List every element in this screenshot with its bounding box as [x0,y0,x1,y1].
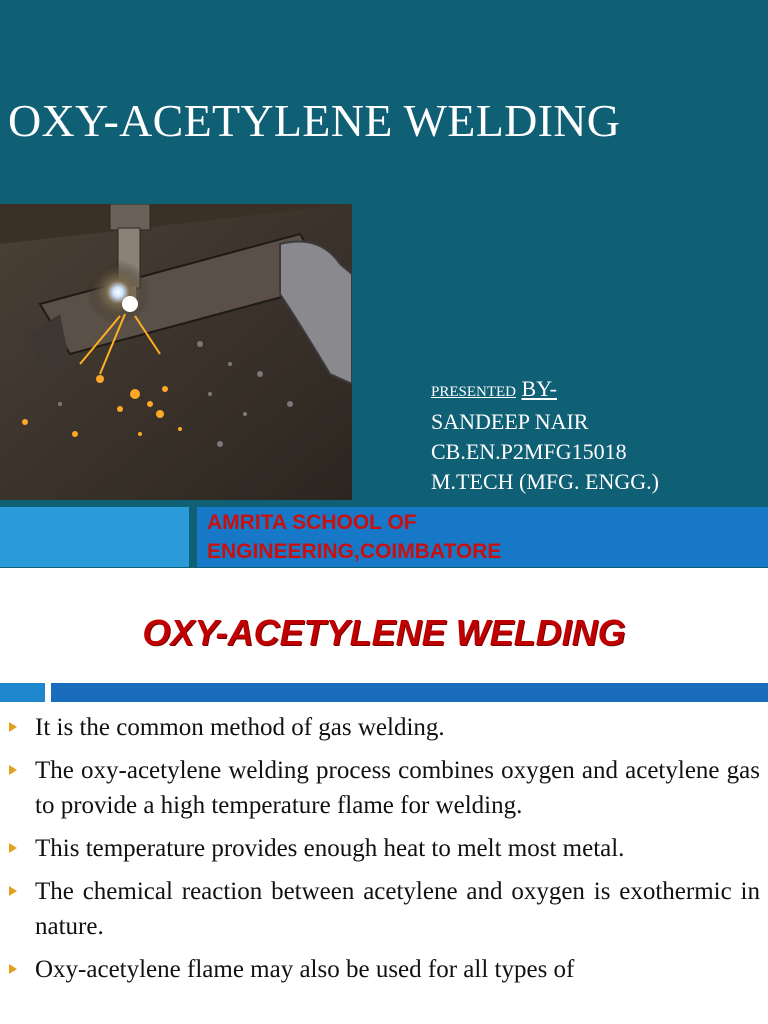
by-label: BY- [521,376,557,401]
footer-band-left [0,507,189,567]
bullet-text: The chemical reaction between acetylene and oxygen is exothermic in nature. [35,878,760,940]
bullet-text: It is the common method of gas welding. [35,714,445,741]
presenter-name: SANDEEP NAIR [431,409,589,434]
slide2-title: OXY-ACETYLENE WELDING [142,612,626,653]
title-rule-right [51,683,768,702]
bullet-item [0,874,768,944]
bullet-item [0,831,768,866]
presenter-block [431,374,659,497]
bullet-arrow-icon [9,964,17,974]
school-name [207,508,501,566]
bullet-item [0,952,768,987]
title-rule-left [0,683,45,702]
school-name-line2: ENGINEERING,COIMBATORE [207,540,502,563]
presented-label: PRESENTED [431,384,517,400]
bullet-arrow-icon [9,765,17,775]
slide-title: OXY-ACETYLENE WELDING [8,95,621,146]
presenter-course: M.TECH (MFG. ENGG.) [431,469,659,494]
bullet-item [0,710,768,745]
bullet-arrow-icon [9,843,17,853]
bullet-text: The oxy-acetylene welding process combines oxygen and acetylene gas to provide a high temperature flame for welding. [35,757,760,819]
bullet-list [0,710,768,995]
presenter-roll-number: CB.EN.P2MFG15018 [431,439,627,464]
bullet-text: Oxy-acetylene flame may also be used for all types of [35,956,575,983]
welding-photo [0,204,352,500]
bullet-arrow-icon [9,722,17,732]
bullet-arrow-icon [9,886,17,896]
bullet-text: This temperature provides enough heat to melt most metal. [35,835,625,862]
bullet-item [0,753,768,823]
presented-by-line [431,374,659,407]
school-name-line1: AMRITA SCHOOL OF [207,511,417,534]
